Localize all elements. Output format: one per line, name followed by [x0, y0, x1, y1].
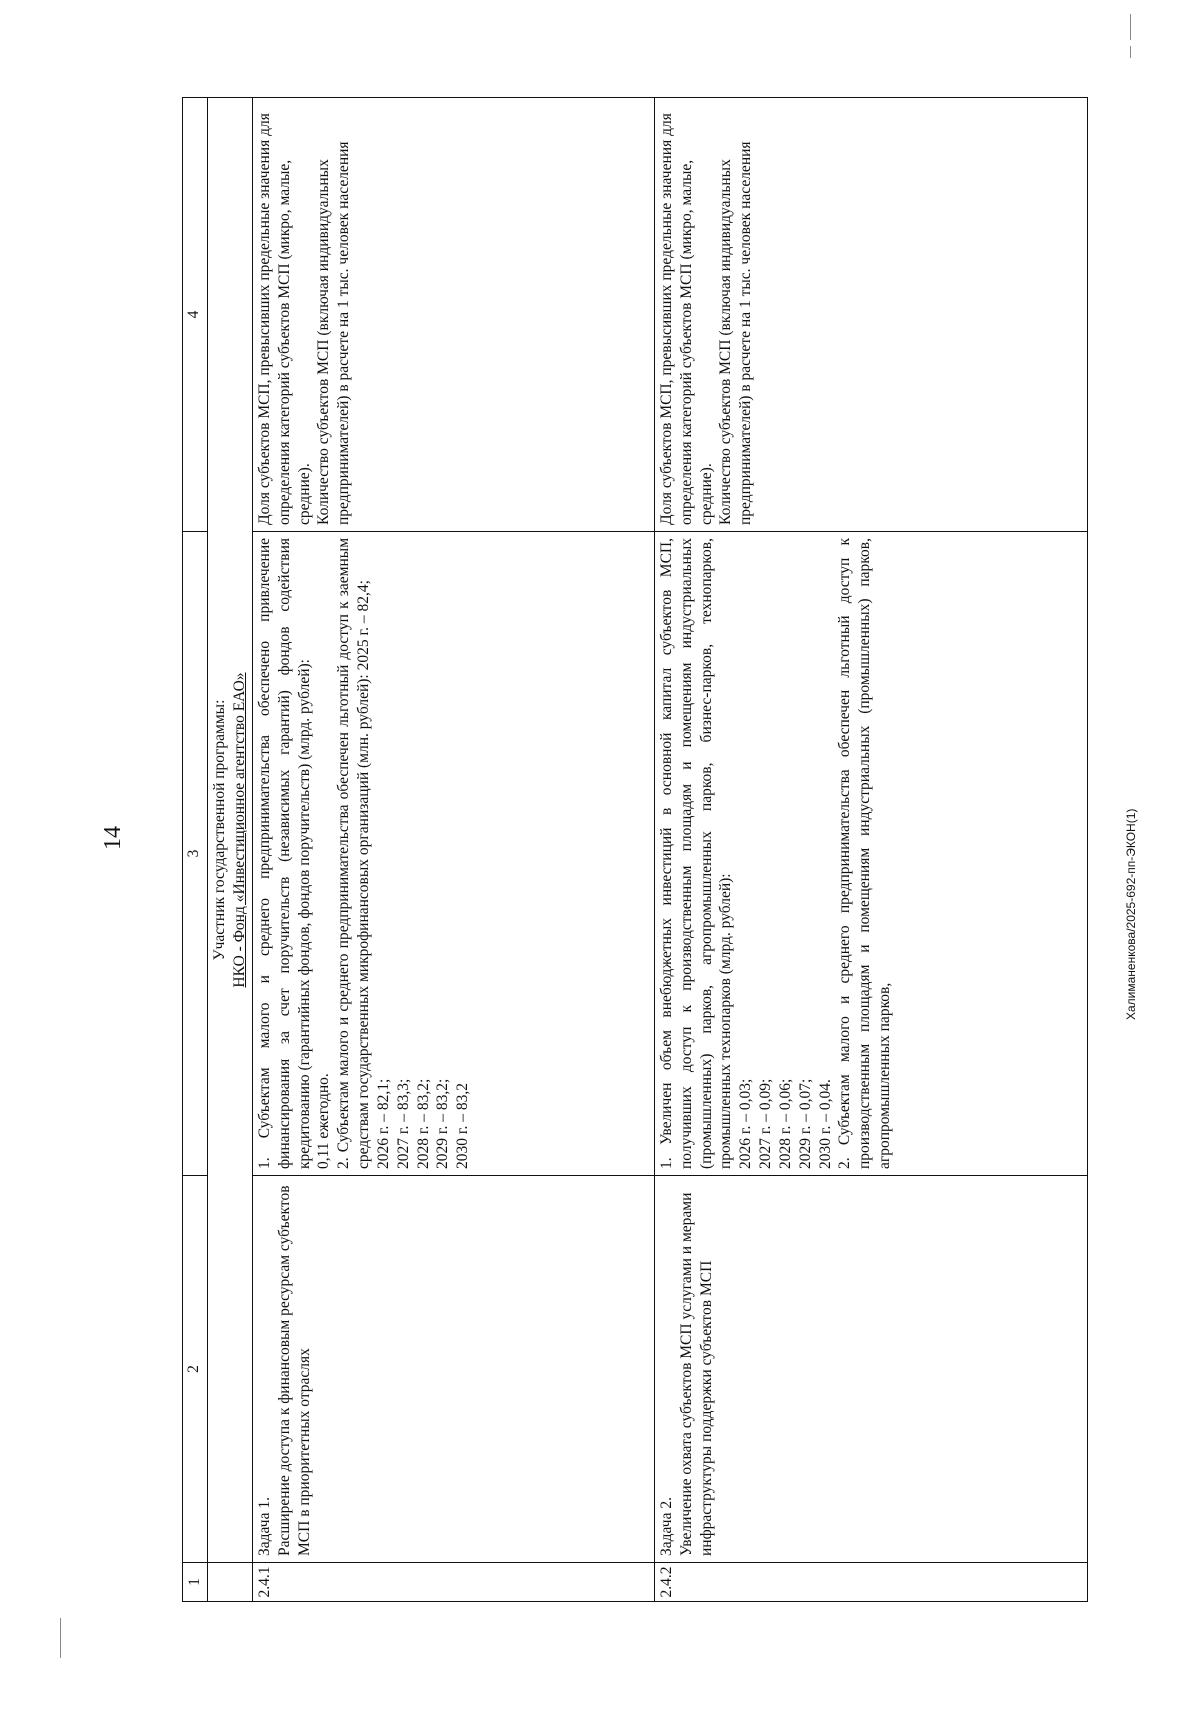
result-line: 2026 г. – 0,03; — [737, 1078, 755, 1169]
result-line: 2. Субъектам малого и среднего предпринимательства обеспечен льготный доступ к заемным средствам государственных микрофинансовых организаций (млн. рублей): 2025 г. – 82,4; — [335, 538, 373, 1169]
participant-cell — [208, 98, 253, 1563]
result-line: 2029 г. – 83,2; — [434, 1078, 452, 1169]
result-line: 1. Увеличен объем внебюджетных инвестиций в основной капитал субъектов МСП, получивших доступ к производственным площадям и помещениям индустриальных (промышленных) парков, агропромышленных парков, бизнес-парков, технопарков, промышленных технопарков (млрд. рублей): — [658, 538, 735, 1169]
indicators-cell — [253, 98, 655, 532]
scan-artifact — [1130, 46, 1131, 58]
participant-label: Участник государственной программы: — [211, 699, 228, 961]
results-cell — [655, 532, 1088, 1176]
indicators-cell — [655, 98, 1088, 532]
indicator-line: Количество субъектов МСП (включая индивидуальных предпринимателей) в расчете на 1 тыс. человек населения — [315, 141, 353, 525]
task-cell — [253, 1176, 655, 1563]
participant-row-number-cell — [208, 1563, 253, 1602]
result-line: 1. Субъектам малого и среднего предпринимательства обеспечено привлечение финансирования за счет поручительств (независимых гарантий) фондов содействия кредитованию (гарантийных фондов, фондов поручительств) (млрд. рублей): — [256, 538, 313, 1169]
row-number: 2.4.1 — [253, 1563, 655, 1602]
participant-name: НКО - Фонд «Инвестиционное агентство ЕАО» — [230, 672, 248, 988]
indicator-line: Доля субъектов МСП, превысивших предельные значения для определения категорий субъектов МСП (микро, малые, средние). — [658, 113, 715, 525]
participant-row — [208, 98, 253, 1602]
result-line: 2030 г. – 83,2 — [454, 1083, 472, 1169]
page-number: 14 — [100, 826, 126, 850]
scan-artifact — [1130, 14, 1131, 40]
document-footer-code: Халиманенкова/2025-692-пп-ЭКОН(1) — [1124, 808, 1138, 1020]
program-table-rotated — [182, 113, 1088, 1602]
task-label: Задача 1. — [256, 1497, 273, 1556]
result-line: 2028 г. – 0,06; — [776, 1078, 794, 1169]
program-table — [182, 97, 1088, 1602]
column-header-1: 1 — [183, 1563, 208, 1602]
result-line: 2027 г. – 0,09; — [757, 1078, 775, 1169]
indicator-line: Доля субъектов МСП, превысивших предельные значения для определения категорий субъектов МСП (микро, малые, средние). — [256, 113, 313, 525]
column-header-2: 2 — [183, 1176, 208, 1563]
task-cell — [655, 1176, 1088, 1563]
indicator-line: Количество субъектов МСП (включая индивидуальных предпринимателей) в расчете на 1 тыс. человек населения — [717, 141, 755, 525]
scan-artifact — [60, 1618, 61, 1658]
task-text: Расширение доступа к финансовым ресурсам субъектов МСП в приоритетных отраслях — [275, 1185, 313, 1556]
task-label: Задача 2. — [658, 1497, 675, 1556]
result-line: 2. Субъектам малого и среднего предпринимательства обеспечен льготный доступ к производственным площадям и помещениям индустриальных (промышленных) парков, агропромышленных парков, — [836, 538, 894, 1169]
row-number: 2.4.2 — [655, 1563, 1088, 1602]
result-line: 0,11 ежегодно. — [315, 1073, 333, 1169]
results-cell — [253, 532, 655, 1176]
result-line: 2026 г. – 82,1; — [374, 1078, 392, 1169]
result-line: 2029 г. – 0,07; — [796, 1078, 814, 1169]
table-row-task-2 — [655, 98, 1088, 1602]
table-header-row — [183, 98, 208, 1602]
table-row-task-1 — [253, 98, 655, 1602]
column-header-4: 4 — [183, 98, 208, 532]
result-line: 2028 г. – 83,2; — [414, 1078, 432, 1169]
column-header-3: 3 — [183, 532, 208, 1176]
result-line: 2027 г. – 83,3; — [394, 1078, 412, 1169]
task-text: Увеличение охвата субъектов МСП услугами и мерами инфраструктуры поддержки субъектов МСП — [677, 1192, 715, 1556]
result-line: 2030 г. – 0,04. — [816, 1079, 834, 1169]
